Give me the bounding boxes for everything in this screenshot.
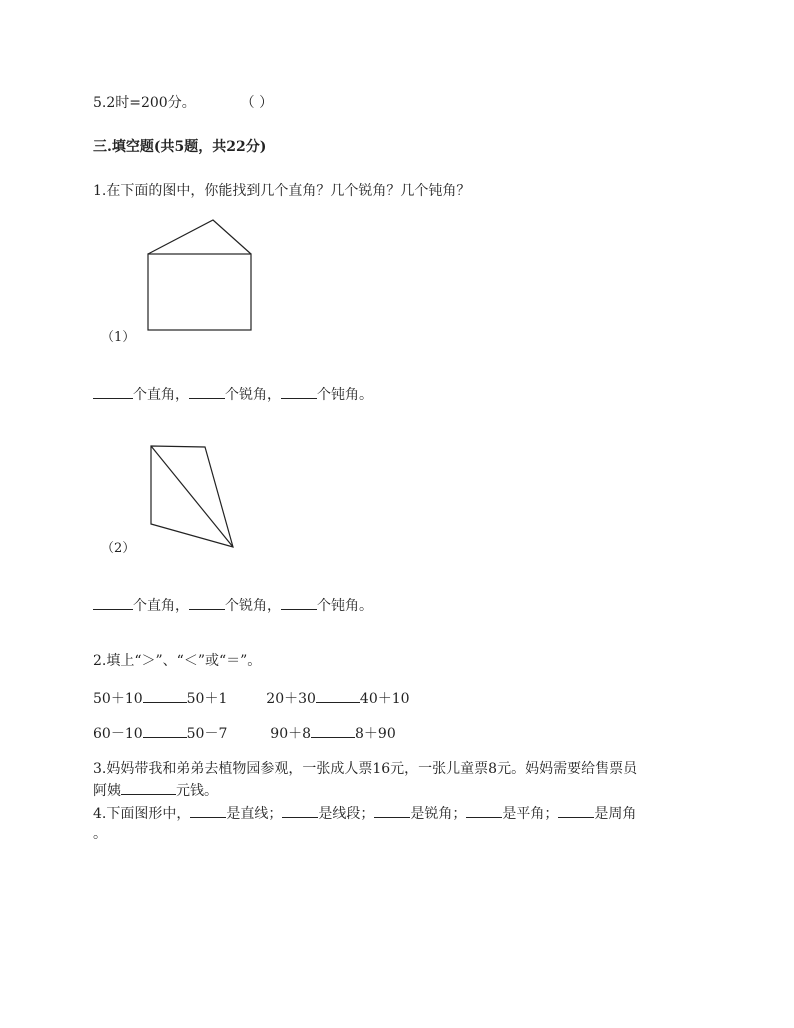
expression: 50－7	[186, 726, 228, 742]
expression: 60－10	[93, 726, 143, 742]
answer-blank[interactable]	[93, 595, 133, 610]
question-5-text: 2时=200分。	[106, 95, 196, 111]
full-angle-label: 是周角	[594, 806, 637, 822]
right-angle-label: 个直角，	[133, 387, 189, 403]
expression: 8＋90	[355, 726, 396, 742]
question-1-answer-1	[93, 384, 373, 404]
figure-1-rectangle	[148, 254, 251, 330]
comparison-row-1	[93, 688, 410, 708]
acute-angle-label: 是锐角；	[410, 806, 467, 822]
straight-angle-label: 是平角；	[502, 806, 559, 822]
question-5-number: 5.	[93, 95, 107, 111]
answer-blank[interactable]	[93, 384, 133, 399]
compare-blank[interactable]	[316, 688, 360, 703]
figure-2-diagonal	[151, 446, 233, 547]
expression: 40＋10	[359, 691, 410, 707]
question-4-end: 。	[93, 826, 107, 842]
answer-blank[interactable]	[558, 803, 594, 818]
answer-blank[interactable]	[281, 595, 317, 610]
question-2-text: 2.填上“＞”、“＜”或“＝”。	[93, 653, 262, 669]
acute-angle-label: 个锐角，	[225, 387, 281, 403]
section-title: 三.填空题(共5题，共22分)	[93, 139, 267, 155]
expression: 50＋10	[93, 691, 143, 707]
question-4-text	[93, 803, 636, 823]
figure-1-house-shape	[148, 220, 251, 330]
answer-blank[interactable]	[121, 780, 176, 795]
figure-1-triangle	[148, 220, 251, 254]
answer-blank[interactable]	[282, 803, 318, 818]
compare-blank[interactable]	[143, 688, 187, 703]
comparison-row-2	[93, 723, 396, 743]
answer-blank[interactable]	[190, 803, 226, 818]
obtuse-angle-label: 个钝角。	[317, 598, 373, 614]
segment-label: 是线段；	[318, 806, 375, 822]
figure-1-label: （1）	[101, 330, 136, 345]
expression: 20＋30	[266, 691, 316, 707]
right-angle-label: 个直角，	[133, 598, 189, 614]
acute-angle-label: 个锐角，	[225, 598, 281, 614]
answer-blank[interactable]	[466, 803, 502, 818]
question-3-prefix: 阿姨	[93, 783, 121, 799]
answer-blank[interactable]	[189, 384, 225, 399]
question-3-suffix: 元钱。	[176, 783, 218, 799]
answer-parentheses: （ ）	[240, 95, 274, 111]
compare-blank[interactable]	[311, 723, 355, 738]
figure-2-quadrilateral	[151, 446, 233, 547]
answer-blank[interactable]	[374, 803, 410, 818]
question-1-answer-2	[93, 595, 373, 615]
figure-2-label: （2）	[101, 541, 136, 556]
line-label: 是直线；	[226, 806, 283, 822]
expression: 50＋1	[186, 691, 228, 707]
question-3-text: 3.妈妈带我和弟弟去植物园参观，一张成人票16元，一张儿童票8元。妈妈需要给售票员	[93, 761, 638, 777]
question-3-answer	[93, 780, 218, 800]
question-1-text: 1.在下面的图中，你能找到几个直角？几个锐角？几个钝角？	[93, 183, 471, 199]
answer-blank[interactable]	[189, 595, 225, 610]
question-4-prefix: 4.下面图形中，	[93, 806, 191, 822]
answer-blank[interactable]	[281, 384, 317, 399]
compare-blank[interactable]	[143, 723, 187, 738]
obtuse-angle-label: 个钝角。	[317, 387, 373, 403]
expression: 90＋8	[270, 726, 312, 742]
